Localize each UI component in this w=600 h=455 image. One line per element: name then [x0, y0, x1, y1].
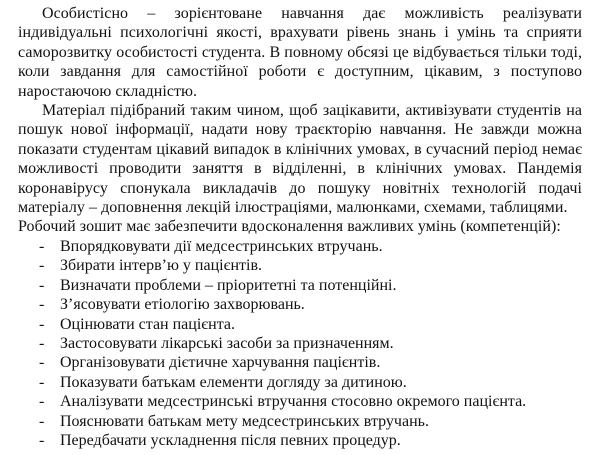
list-item-text: Показувати батькам елементи догляду за дитиною.	[60, 373, 407, 391]
skills-list	[18, 237, 582, 450]
list-item	[18, 276, 582, 295]
list-item-text: Організовувати дієтичне харчування пацієнтів.	[60, 354, 381, 372]
dash-bullet-icon: -	[39, 315, 45, 333]
list-item-text: Впорядковувати дії медсестринських втручань.	[60, 237, 383, 255]
list-item-text: Передбачати ускладнення після певних процедур.	[60, 431, 401, 449]
dash-bullet-icon: -	[39, 431, 45, 449]
list-item-text: Визначати проблеми – пріоритетні та потенційні.	[60, 276, 397, 294]
dash-bullet-icon: -	[39, 334, 45, 352]
dash-bullet-icon: -	[39, 276, 45, 294]
paragraph-material-selection: Матеріал підібраний таким чином, щоб зацікавити, активізувати студентів на пошук нової інформації, надати нову траєкторію навчання. Не завжди можна показати студентам цікавий випадок в клінічних умовах, в сучасний період немає можливості проводити заняття в відділенні, в клінічних умовах. Пандемія коронавірусу спонукала викладачів до пошуку новітніх технологій подачі матеріалу – доповнення лекцій ілюстраціями, малюнками, схемами, таблицями.	[18, 102, 582, 217]
list-item	[18, 295, 582, 314]
list-item-text: Оцінювати стан пацієнта.	[60, 315, 236, 333]
list-item	[18, 373, 582, 392]
list-item	[18, 431, 582, 450]
dash-bullet-icon: -	[39, 373, 45, 391]
dash-bullet-icon: -	[39, 393, 45, 411]
dash-bullet-icon: -	[39, 412, 45, 430]
list-item-text: Аналізувати медсестринські втручання стосовно окремого пацієнта.	[60, 393, 527, 411]
list-item	[18, 353, 582, 372]
list-item	[18, 334, 582, 353]
dash-bullet-icon: -	[39, 296, 45, 314]
paragraph-personal-learning: Особистісно – зорієнтоване навчання дає можливість реалізувати індивідуальні психологічні якості, врахувати рівень знань і умінь та сприяти саморозвитку особистості студента. В повному обсязі це відбувається тільки тоді, коли завдання для самостійної роботи є доступним, цікавим, з поступово наростаючою складністю.	[18, 5, 582, 100]
list-item	[18, 237, 582, 256]
list-item-text: Застосовувати лікарські засоби за призначенням.	[60, 334, 394, 352]
list-item	[18, 315, 582, 334]
dash-bullet-icon: -	[39, 237, 45, 255]
dash-bullet-icon: -	[39, 257, 45, 275]
list-item-text: З’ясовувати етіологію захворювань.	[60, 296, 305, 314]
dash-bullet-icon: -	[39, 354, 45, 372]
list-item-text: Пояснювати батькам мету медсестринських втручань.	[60, 412, 429, 430]
list-item	[18, 412, 582, 431]
list-item-text: Збирати інтерв’ю у пацієнтів.	[60, 257, 262, 275]
list-item	[18, 256, 582, 275]
list-item	[18, 392, 582, 411]
skills-intro: Робочий зошит має забезпечити вдосконалення важливих умінь (компетенцій):	[18, 218, 561, 236]
